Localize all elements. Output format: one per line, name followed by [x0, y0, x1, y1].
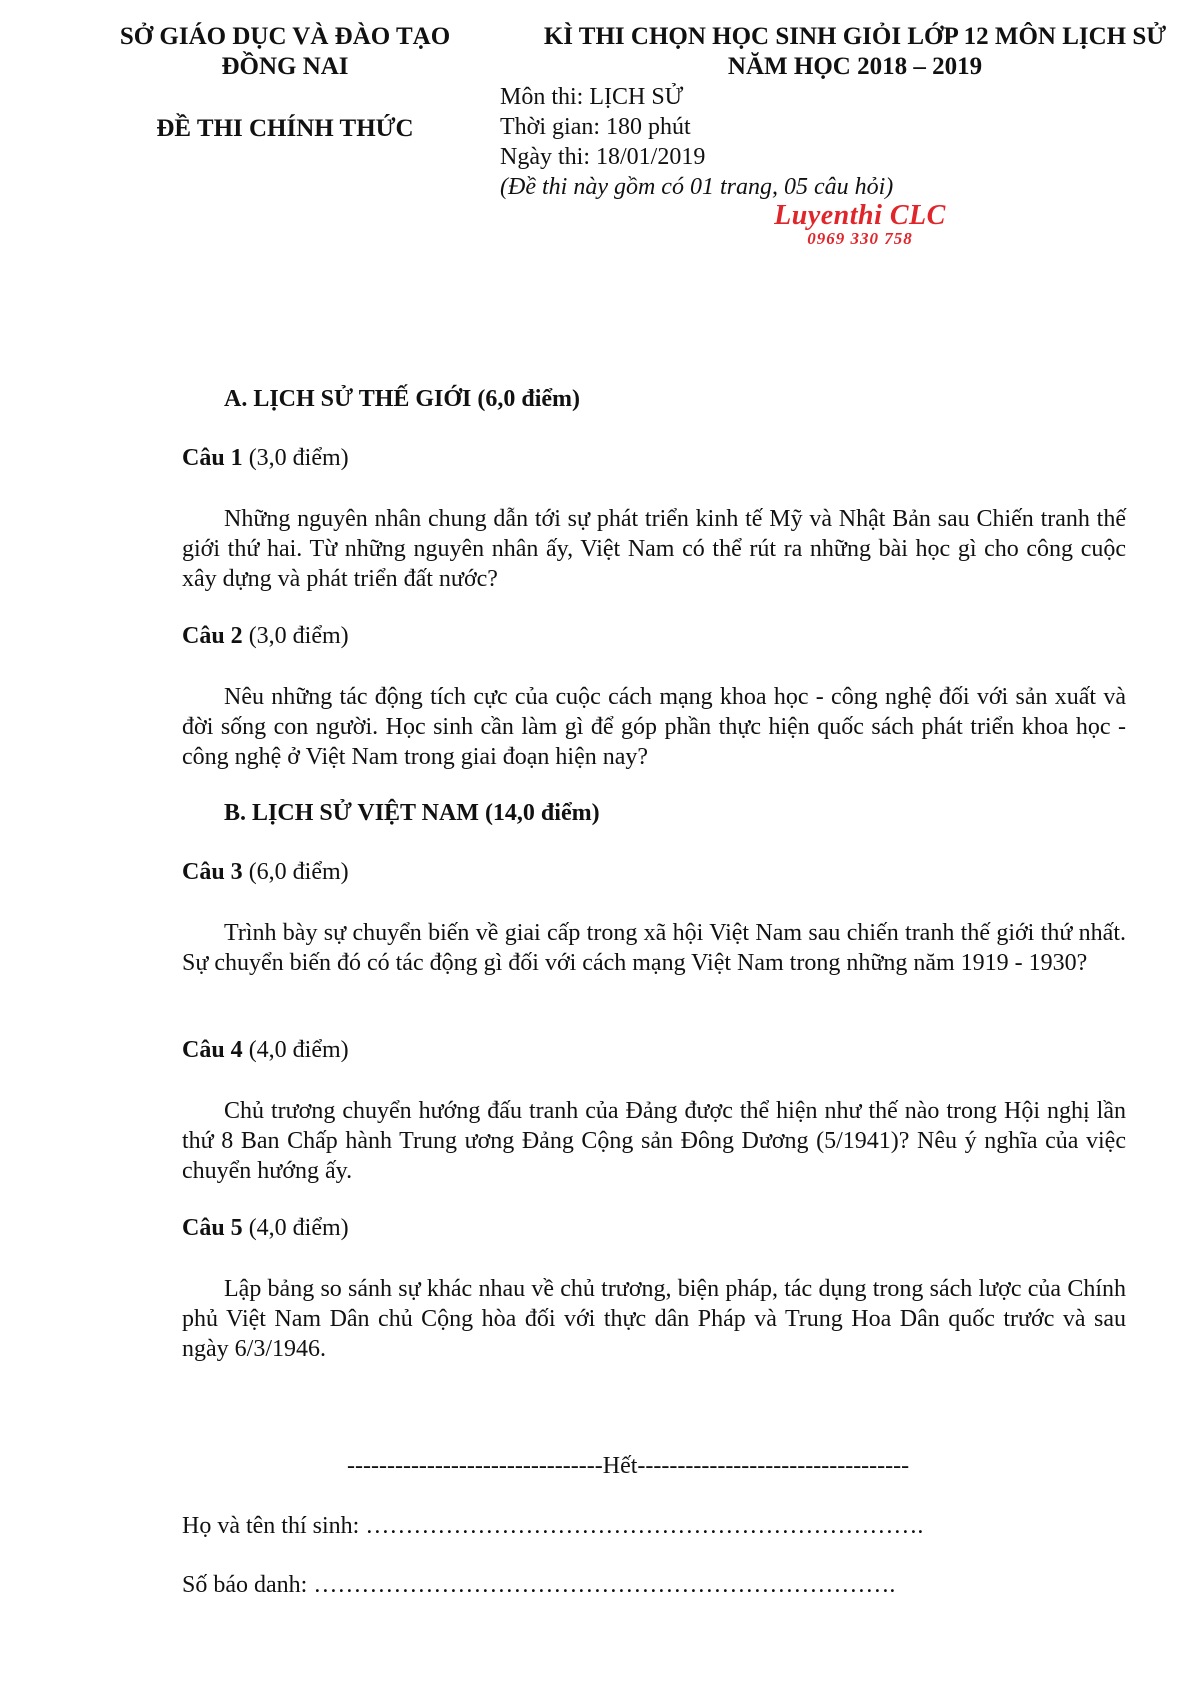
department-line-1: SỞ GIÁO DỤC VÀ ĐÀO TẠO: [119, 23, 451, 50]
question-1-points: (3,0 điểm): [242, 445, 349, 471]
question-5-points: (4,0 điểm): [242, 1215, 349, 1241]
question-4-label: Câu 4: [182, 1037, 243, 1063]
question-5-heading: [182, 1215, 349, 1242]
exam-info: [500, 82, 1060, 202]
question-5-text: Lập bảng so sánh sự khác nhau về chủ trương, biện pháp, tác dụng trong sách lược của Chính phủ Việt Nam Dân chủ Cộng hòa đối với thực dân Pháp và Trung Hoa Dân quốc trước và sau ngày 6/3/1946.: [182, 1276, 1126, 1362]
exam-year: NĂM HỌC 2018 – 2019: [727, 53, 983, 80]
question-3-text: Trình bày sự chuyển biến về giai cấp trong xã hội Việt Nam sau chiến tranh thế giới thứ nhất. Sự chuyển biến đó có tác động gì đối với cách mạng Việt Nam trong những năm 1919 - 1930?: [182, 920, 1126, 976]
question-3-label: Câu 3: [182, 859, 243, 885]
exam-title: [515, 22, 1195, 82]
end-marker: --------------------------------Hết----------------------------------: [347, 1453, 910, 1479]
question-1-text: Những nguyên nhân chung dẫn tới sự phát triển kinh tế Mỹ và Nhật Bản sau Chiến tranh thế giới thứ hai. Từ những nguyên nhân ấy, Việt Nam có thể rút ra những bài học gì cho công cuộc xây dựng và phát triển đất nước?: [182, 506, 1126, 592]
candidate-name-line: Họ và tên thí sinh: …………………………………………………………….: [182, 1513, 924, 1539]
question-3-points: (6,0 điểm): [242, 859, 349, 885]
question-1-label: Câu 1: [182, 445, 243, 471]
question-2-text: Nêu những tác động tích cực của cuộc cách mạng khoa học - công nghệ đối với sản xuất và đời sống con người. Học sinh cần làm gì để góp phần thực hiện quốc sách phát triển khoa học - công nghệ ở Việt Nam trong giai đoạn hiện nay?: [182, 684, 1126, 770]
exam-note: (Đề thi này gồm có 01 trang, 05 câu hỏi): [500, 174, 894, 200]
department-name: [100, 22, 470, 82]
question-4-points: (4,0 điểm): [242, 1037, 349, 1063]
exam-date: Ngày thi: 18/01/2019: [500, 144, 706, 170]
official-exam-label: ĐỀ THI CHÍNH THỨC: [156, 115, 414, 142]
section-b-title: B. LỊCH SỬ VIỆT NAM (14,0 điểm): [224, 800, 600, 826]
question-2-points: (3,0 điểm): [242, 623, 349, 649]
question-4-text: Chủ trương chuyển hướng đấu tranh của Đảng được thể hiện như thế nào trong Hội nghị lần thứ 8 Ban Chấp hành Trung ương Đảng Cộng sản Đông Dương (5/1941)? Nêu ý nghĩa của việc chuyển hướng ấy.: [182, 1098, 1126, 1184]
luyenthi-stamp: [740, 202, 980, 248]
stamp-name: Luyenthi CLC: [774, 200, 946, 231]
section-a-title: A. LỊCH SỬ THẾ GIỚI (6,0 điểm): [224, 386, 581, 412]
question-2-heading: [182, 623, 349, 650]
question-4-heading: [182, 1037, 349, 1064]
question-3-heading: [182, 859, 349, 886]
stamp-phone: 0969 330 758: [807, 229, 913, 248]
question-5-label: Câu 5: [182, 1215, 243, 1241]
exam-subject: Môn thi: LỊCH SỬ: [500, 84, 684, 110]
question-1-heading: [182, 445, 349, 472]
exam-title-line-1: KÌ THI CHỌN HỌC SINH GIỎI LỚP 12 MÔN LỊCH SỬ: [543, 23, 1167, 50]
exam-duration: Thời gian: 180 phút: [500, 114, 691, 140]
candidate-id-line: Số báo danh: ……………………………………………………………….: [182, 1572, 896, 1598]
question-2-label: Câu 2: [182, 623, 243, 649]
department-line-2: ĐỒNG NAI: [221, 53, 349, 80]
